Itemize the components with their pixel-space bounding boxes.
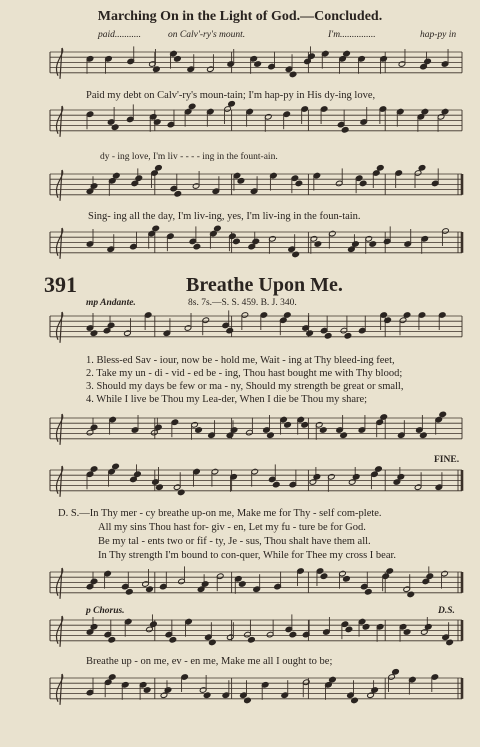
verse-line: 1. Bless-ed Sav - iour, now be - hold me, Wait - ing at Thy bleed-ing feet, xyxy=(86,355,395,366)
verse-line: 4. While I live be Thou my Lea-der, When I die be Thou my share; xyxy=(86,394,368,405)
meter-reference: 8s. 7s.—S. S. 459. B. J. 340. xyxy=(188,298,297,308)
hymn-number: 391 xyxy=(44,272,77,297)
refrain-line: Be my tal - ents two or fif - ty, Je - sus, Thou shalt have them all. xyxy=(98,536,371,547)
refrain-line: All my sins Thou hast for- giv - en, Let my fu - ture be for God. xyxy=(98,522,366,533)
refrain-line: In Thy strength I'm bound to con-quer, While for Thee my cross I bear. xyxy=(98,550,397,561)
hymn-title: Breathe Upon Me. xyxy=(186,274,343,296)
cue-text: hap-py in xyxy=(420,30,457,40)
chorus-label: p Chorus. xyxy=(86,606,125,616)
chorus-lyric-line: Breathe up - on me, ev - en me, Make me all I ought to be; xyxy=(86,656,333,667)
refrain-line: D. S.—In Thy mer - cy breathe up-on me, Make me for Thy - self com-plete. xyxy=(58,508,382,519)
cue-text: on Calv'-ry's mount. xyxy=(168,30,246,40)
lyric-line: Sing- ing all the day, I'm liv-ing, yes, I'm liv-ing in the foun-tain. xyxy=(88,211,361,222)
cue-text: dy - ing love, I'm liv - - - - ing in the fount-ain. xyxy=(100,152,278,162)
lyric-line: Paid my debt on Calv'-ry's moun-tain; I'm hap-py in His dy-ing love, xyxy=(86,90,376,101)
fine-marking: FINE. xyxy=(434,455,460,465)
cue-text: paid........... xyxy=(98,30,142,40)
tempo-marking: mp Andante. xyxy=(86,298,136,308)
verse-line: 3. Should my days be few or ma - ny, Should my strength be great or small, xyxy=(86,381,404,392)
cue-text: I'm............... xyxy=(328,30,376,40)
verse-line: 2. Take my un - di - vid - ed be - ing, Thou hast bought me with Thy blood; xyxy=(86,368,403,379)
ds-marking: D.S. xyxy=(438,606,455,616)
page-header-title: Marching On in the Light of God.—Concluded. xyxy=(97,9,383,24)
